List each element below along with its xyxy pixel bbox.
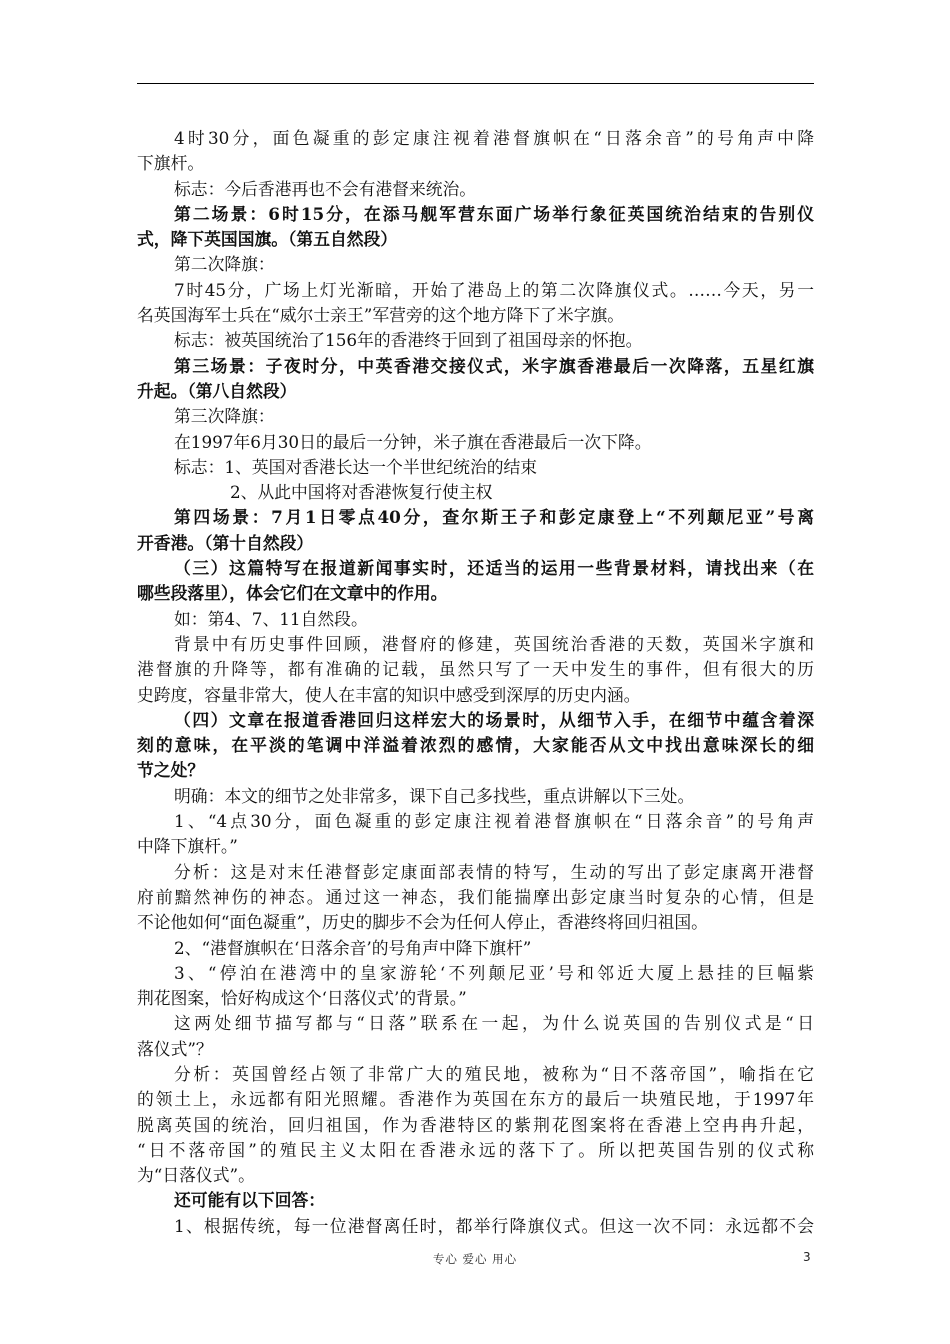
- text-line: 4时30分，面色凝重的彭定康注视着港督旗帜在“日落余音”的号角声中降: [174, 128, 814, 148]
- text-line: 标志：今后香港再也不会有港督来统治。: [174, 178, 477, 199]
- text-line: （三）这篇特写在报道新闻事实时，还适当的运用一些背景材料，请找出来（在: [174, 558, 814, 579]
- text-line: 式，降下英国国旗。（第五自然段）: [137, 229, 398, 250]
- document-body: [137, 126, 814, 1239]
- text-line: 落仪式”？: [137, 1038, 213, 1059]
- page-footer: 专心 爱心 用心: [432, 1252, 518, 1266]
- text-line: 节之处？: [137, 760, 205, 781]
- text-line: 标志：被英国统治了156年的香港终于回到了祖国母亲的怀抱。: [174, 330, 643, 351]
- text-line: 第二次降旗：: [174, 254, 275, 275]
- text-line: 第四场景：7月1日零点40分，查尔斯王子和彭定康登上“不列颠尼亚”号离: [174, 507, 814, 528]
- text-line: 升起。（第八自然段）: [137, 380, 297, 401]
- text-line: “日不落帝国”的殖民主义太阳在香港永远的落下了。所以把英国告别的仪式称: [137, 1139, 814, 1160]
- text-line: 哪些段落里），体会它们在文章中的作用。: [137, 583, 448, 604]
- text-line: 的领土上，永远都有阳光照耀。香港作为英国在东方的最后一块殖民地，于1997年: [137, 1089, 814, 1110]
- text-line: 2、“港督旗帜在‘日落余音’的号角声中降下旗杆”: [174, 937, 532, 958]
- text-line: 第二场景：6时15分，在添马舰军营东面广场举行象征英国统治结束的告别仪: [174, 203, 814, 224]
- text-line: 荆花图案，恰好构成这个‘日落仪式’的背景。”: [137, 988, 467, 1009]
- text-line: 3、“停泊在港湾中的皇家游轮‘不列颠尼亚’号和邻近大厦上悬挂的巨幅紫: [174, 962, 814, 983]
- page-number: 3: [803, 1250, 811, 1264]
- text-line: 标志：1、英国对香港长达一个半世纪统治的结束: [174, 456, 538, 477]
- text-line: （四）文章在报道香港回归这样宏大的场景时，从细节入手，在细节中蕴含着深: [174, 709, 814, 730]
- text-line: 如：第4、7、11自然段。: [174, 608, 368, 629]
- text-line: 开香港。（第十自然段）: [137, 532, 314, 553]
- text-line: 在1997年6月30日的最后一分钟，米子旗在香港最后一次下降。: [174, 431, 652, 452]
- header-rule: [137, 83, 814, 84]
- text-line: 府前黯然神伤的神态。通过这一神态，我们能揣摩出彭定康当时复杂的心情，但是: [137, 886, 814, 907]
- text-line: 1、根据传统，每一位港督离任时，都举行降旗仪式。但这一次不同：永远都不会: [174, 1215, 814, 1236]
- text-line: 分析：英国曾经占领了非常广大的殖民地，被称为“日不落帝国”，喻指在它: [174, 1063, 814, 1084]
- text-line: 脱离英国的统治，回归祖国，作为香港特区的紫荆花图案将在香港上空冉冉升起，: [137, 1114, 814, 1135]
- text-line: 分析：这是对末任港督彭定康面部表情的特写，生动的写出了彭定康离开港督: [174, 861, 814, 882]
- text-line: 史跨度，容量非常大，使人在丰富的知识中感受到深厚的历史内涵。: [137, 684, 641, 705]
- text-line: 7时45分，广场上灯光渐暗，开始了港岛上的第二次降旗仪式。……今天，另一: [174, 279, 814, 300]
- text-line: 第三场景：子夜时分，中英香港交接仪式，米字旗香港最后一次降落，五星红旗: [174, 355, 814, 376]
- text-line: 刻的意味，在平淡的笔调中洋溢着浓烈的感情，大家能否从文中找出意味深长的细: [137, 735, 814, 756]
- text-line: 背景中有历史事件回顾，港督府的修建，英国统治香港的天数，英国米字旗和: [174, 633, 814, 654]
- text-line: 2、从此中国将对香港恢复行使主权: [230, 482, 493, 503]
- text-line: 中降下旗杆。”: [137, 836, 238, 857]
- text-line: 第三次降旗：: [174, 406, 275, 427]
- text-line: 明确：本文的细节之处非常多，课下自己多找些，重点讲解以下三处。: [174, 785, 695, 806]
- text-line: 还可能有以下回答：: [174, 1190, 326, 1211]
- text-line: 1、“4点30分，面色凝重的彭定康注视着港督旗帜在“日落余音”的号角声: [174, 811, 814, 832]
- text-line: 港督旗的升降等，都有准确的记载，虽然只写了一天中发生的事件，但有很大的历: [137, 659, 814, 680]
- text-line: 不论他如何“面色凝重”，历史的脚步不会为任何人停止，香港终将回归祖国。: [137, 912, 708, 933]
- text-line: 这两处细节描写都与“日落”联系在一起，为什么说英国的告别仪式是“日: [174, 1013, 814, 1034]
- text-line: 下旗杆。: [137, 153, 205, 174]
- text-line: 名英国海军士兵在“威尔士亲王”军营旁的这个地方降下了米字旗。: [137, 305, 625, 326]
- text-line: 为“日落仪式”。: [137, 1165, 255, 1186]
